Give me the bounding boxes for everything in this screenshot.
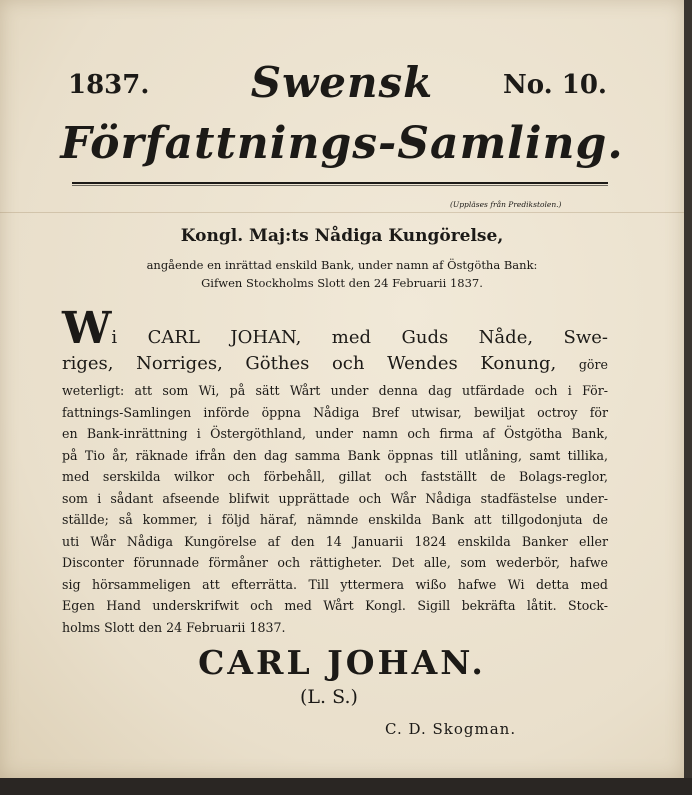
body-line-2-text: riges, Norriges, Göthes och Wendes Konung, [62,353,557,374]
issue-year: 1837. [68,70,150,100]
body-line: med serskilda wilkor och förbehåll, gillat och fastställt de Bolags-reglor, [62,469,608,484]
body-line: Egen Hand underskrifwit och med Wårt Kongl. Sigill bekräfta låtit. Stock- [62,598,608,613]
title-rule-thin [72,185,608,186]
body-line: uti Wår Nådiga Kungörelse af den 14 Januarii 1824 enskilda Banker eller [62,533,608,549]
body-line [62,347,608,380]
body-line [62,303,608,354]
body-line: holms Slott den 24 Februarii 1837. [62,619,286,635]
body-line: en Bank-inrättning i Östergöthland, under namn och firma af Östgötha Bank, [62,426,608,441]
title-rule [72,182,608,184]
issue-number: No. 10. [503,70,607,100]
body-line: på Tio år, räknade ifrån den dag samma Bank öppnas till utlåning, samt tillika, [62,447,608,463]
body-line: sig hörsammeligen att efterrätta. Till yttermera wißo hafwe Wi detta med [62,576,608,592]
body-line-2-small: göre [578,357,608,372]
background-edge-bottom [0,778,692,795]
body-line: Disconter förunnade förmåner och rättigheter. Det alle, som wederbör, hafwe [62,555,608,570]
title-line-1: Swensk [250,58,434,107]
signature-name: CARL JOHAN. [198,643,486,682]
body-line-1-text: i CARL JOHAN, med Guds Nåde, Swe- [111,327,608,348]
decree-subheading-2: Gifwen Stockholms Slott den 24 Februarii 1837. [201,276,483,290]
title-line-2: Författnings-Samling. [60,118,624,169]
drop-cap: W [62,303,112,354]
decree-headline: Kongl. Maj:ts Nådiga Kungörelse, [180,226,504,246]
body-line: fattnings-Samlingen införde öppna Nådiga Bref utwisar, bewiljat octroy för [62,404,608,420]
reading-note: (Uppläses från Predikstolen.) [450,200,562,209]
decree-body [62,303,608,638]
paper-crease [0,212,684,213]
body-line: ställde; så kommer, i följd häraf, nämnde enskilda Bank att tillgodonjuta de [62,512,608,527]
background-edge-right [684,0,692,778]
seal-mark: (L. S.) [300,686,358,708]
body-line: weterligt: att som Wi, på sätt Wårt under denna dag utfärdade och i För- [62,383,608,398]
body-line: som i sådant afseende blifwit upprättade och Wår Nådiga stadfästelse under- [62,490,608,506]
countersignature: C. D. Skogman. [385,720,517,738]
decree-subheading-1: angående en inrättad enskild Bank, under namn af Östgötha Bank: [146,258,538,272]
